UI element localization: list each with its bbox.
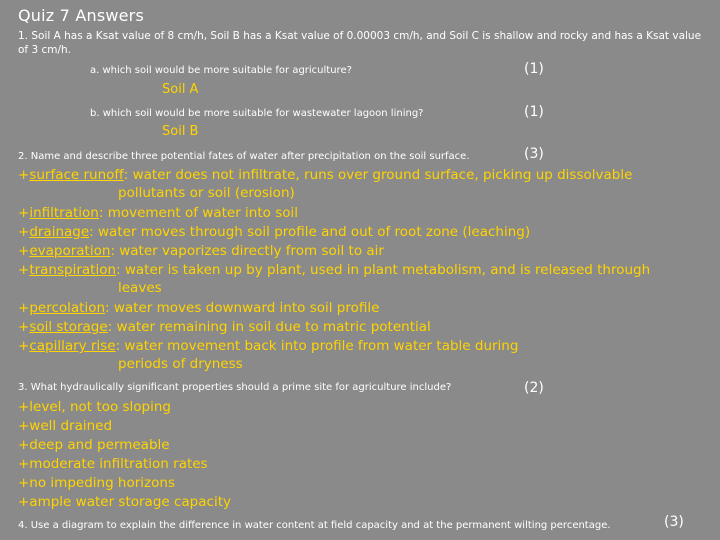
answer-1a: Soil A: [162, 82, 199, 97]
answer-2-item: +evaporation: water vaporizes directly from soil to air: [18, 243, 384, 259]
question-1: 1. Soil A has a Ksat value of 8 cm/h, Soil B has a Ksat value of 0.00003 cm/h, and Soil C is shallow and rocky and has a Ksat value of 3 cm/h.: [18, 30, 702, 56]
answer-3-item: +deep and permeable: [18, 437, 170, 453]
question-3: 3. What hydraulically significant properties should a prime site for agriculture include?: [18, 382, 452, 393]
answer-2-desc: : water movement back into profile from water table during: [115, 338, 519, 354]
answer-2-continuation: leaves: [118, 280, 162, 296]
answer-2-item: +drainage: water moves through soil profile and out of root zone (leaching): [18, 224, 531, 240]
answer-3-item: +no impeding horizons: [18, 475, 175, 491]
question-1a-points: (1): [524, 61, 544, 77]
answer-3-item: +moderate infiltration rates: [18, 456, 208, 472]
answer-2-item: +percolation: water moves downward into soil profile: [18, 300, 380, 316]
answer-2-item: +surface runoff: water does not infiltrate, runs over ground surface, picking up dissolvable: [18, 167, 633, 183]
slide-title: Quiz 7 Answers: [18, 6, 144, 25]
answer-2-item: +capillary rise: water movement back into profile from water table during: [18, 338, 519, 354]
answer-2-desc: : water moves through soil profile and out of root zone (leaching): [89, 224, 531, 240]
answer-2-term: capillary rise: [29, 338, 116, 354]
answer-2-term: evaporation: [29, 243, 111, 259]
question-2-points: (3): [524, 146, 544, 162]
answer-2-item: +transpiration: water is taken up by plant, used in plant metabolism, and is released through: [18, 262, 651, 278]
answer-2-term: surface runoff: [29, 167, 124, 183]
answer-3-item: +well drained: [18, 418, 113, 434]
question-1b-points: (1): [524, 104, 544, 120]
question-1b: b. which soil would be more suitable for wastewater lagoon lining?: [90, 108, 424, 119]
question-2: 2. Name and describe three potential fates of water after precipitation on the soil surface.: [18, 151, 470, 162]
answer-2-item: +soil storage: water remaining in soil due to matric potential: [18, 319, 431, 335]
answer-2-desc: : movement of water into soil: [98, 205, 299, 221]
answer-2-continuation: pollutants or soil (erosion): [118, 185, 295, 201]
answer-2-desc: : water moves downward into soil profile: [105, 300, 380, 316]
question-4: 4. Use a diagram to explain the difference in water content at field capacity and at the permanent wilting percentage.: [18, 520, 611, 531]
answer-1b: Soil B: [162, 124, 199, 139]
answer-2-desc: : water does not infiltrate, runs over ground surface, picking up dissolvable: [123, 167, 633, 183]
answer-2-desc: : water is taken up by plant, used in plant metabolism, and is released through: [116, 262, 651, 278]
question-1a: a. which soil would be more suitable for agriculture?: [90, 65, 352, 76]
answer-2-continuation: periods of dryness: [118, 356, 243, 372]
answer-3-item: +level, not too sloping: [18, 399, 171, 415]
answer-2-desc: : water vaporizes directly from soil to air: [110, 243, 384, 259]
answer-2-item: +infiltration: movement of water into soil: [18, 205, 299, 221]
question-4-points: (3): [664, 514, 684, 530]
answer-3-item: +ample water storage capacity: [18, 494, 231, 510]
answer-2-term: transpiration: [29, 262, 117, 278]
answer-2-term: percolation: [29, 300, 106, 316]
question-3-points: (2): [524, 380, 544, 396]
answer-2-term: soil storage: [29, 319, 108, 335]
answer-2-term: drainage: [29, 224, 90, 240]
answer-2-term: infiltration: [29, 205, 99, 221]
answer-2-desc: : water remaining in soil due to matric potential: [107, 319, 431, 335]
